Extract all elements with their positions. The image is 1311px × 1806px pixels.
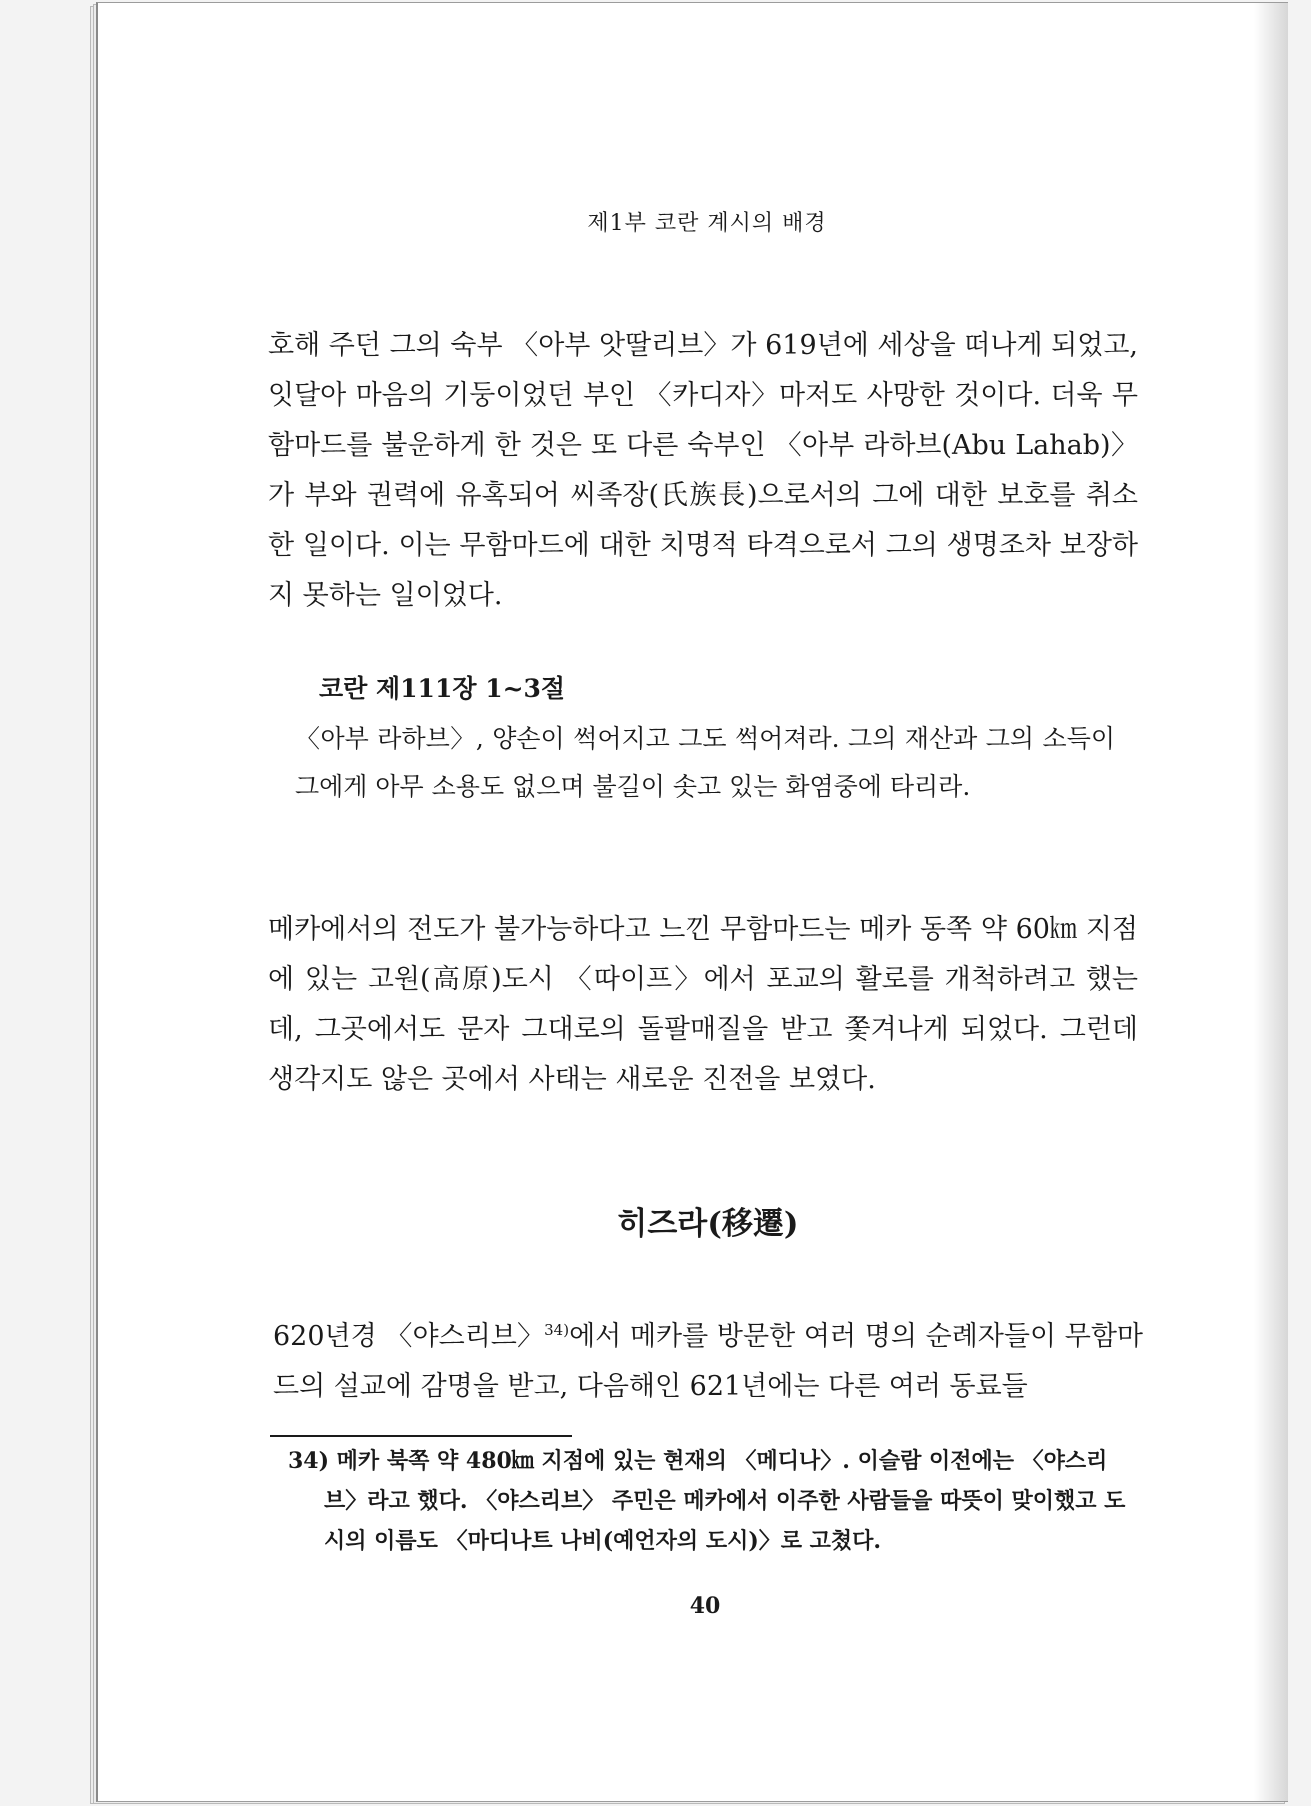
paragraph-3-text-start: 620년경 〈야스리브〉 [273, 1321, 545, 1352]
book-page-stack [96, 2, 1288, 1802]
quote-title: 코란 제111장 1~3절 [319, 674, 566, 703]
book-page [96, 2, 1288, 1802]
paragraph-1: 호해 주던 그의 숙부 〈아부 앗딸리브〉가 619년에 세상을 떠나게 되었고, 잇달아 마음의 기둥이었던 부인 〈카디자〉마저도 사망한 것이다. 더욱 무함마드를 불운하게 한 것은 또 다른 숙부인 〈아부 라하브(Abu Lahab)〉가 부와 권력에 유혹되어 씨족장(氏族長)으로서의 그에 대한 보호를 취소한 일이다. 이는 무함마드에 대한 치명적 타격으로서 그의 생명조차 보장하지 못하는 일이었다. [268, 330, 1138, 611]
section-title: 히즈라(移遷) [617, 1206, 799, 1242]
paragraph-3-text-end: 에서 메카를 방문한 여러 명의 순례자들이 무함마드의 설교에 감명을 받고, 다음해인 621년에는 다른 여러 동료들 [273, 1321, 1144, 1402]
paragraph-2: 메카에서의 전도가 불가능하다고 느낀 무함마드는 메카 동쪽 약 60㎞ 지점에 있는 고원(高原)도시 〈따이프〉에서 포교의 활로를 개척하려고 했는데, 그곳에서도 문자 그대로의 돌팔매질을 받고 쫓겨나게 되었다. 그런데 생각지도 않은 곳에서 사태는 새로운 진전을 보였다. [268, 914, 1138, 1095]
page-shadow [1254, 3, 1288, 1801]
footnote-34: 34) 메카 북쪽 약 480㎞ 지점에 있는 현재의 〈메디나〉. 이슬람 이전에는 〈야스리브〉라고 했다. 〈야스리브〉 주민은 메카에서 이주한 사람들을 따뜻이 맞이했고 도시의 이름도 〈마디나트 나비(예언자의 도시)〉로 고쳤다. [288, 1448, 1126, 1554]
running-head: 제1부 코란 계시의 배경 [587, 211, 827, 236]
footnote-rule [270, 1435, 572, 1437]
paragraph-3 [273, 1305, 1143, 1412]
page-number: 40 [689, 1593, 721, 1619]
quote-body: 〈아부 라하브〉, 양손이 썩어지고 그도 썩어져라. 그의 재산과 그의 소득이 그에게 아무 소용도 없으며 불길이 솟고 있는 화염중에 타리라. [295, 724, 1115, 801]
footnote-reference: 34) [544, 1321, 570, 1339]
